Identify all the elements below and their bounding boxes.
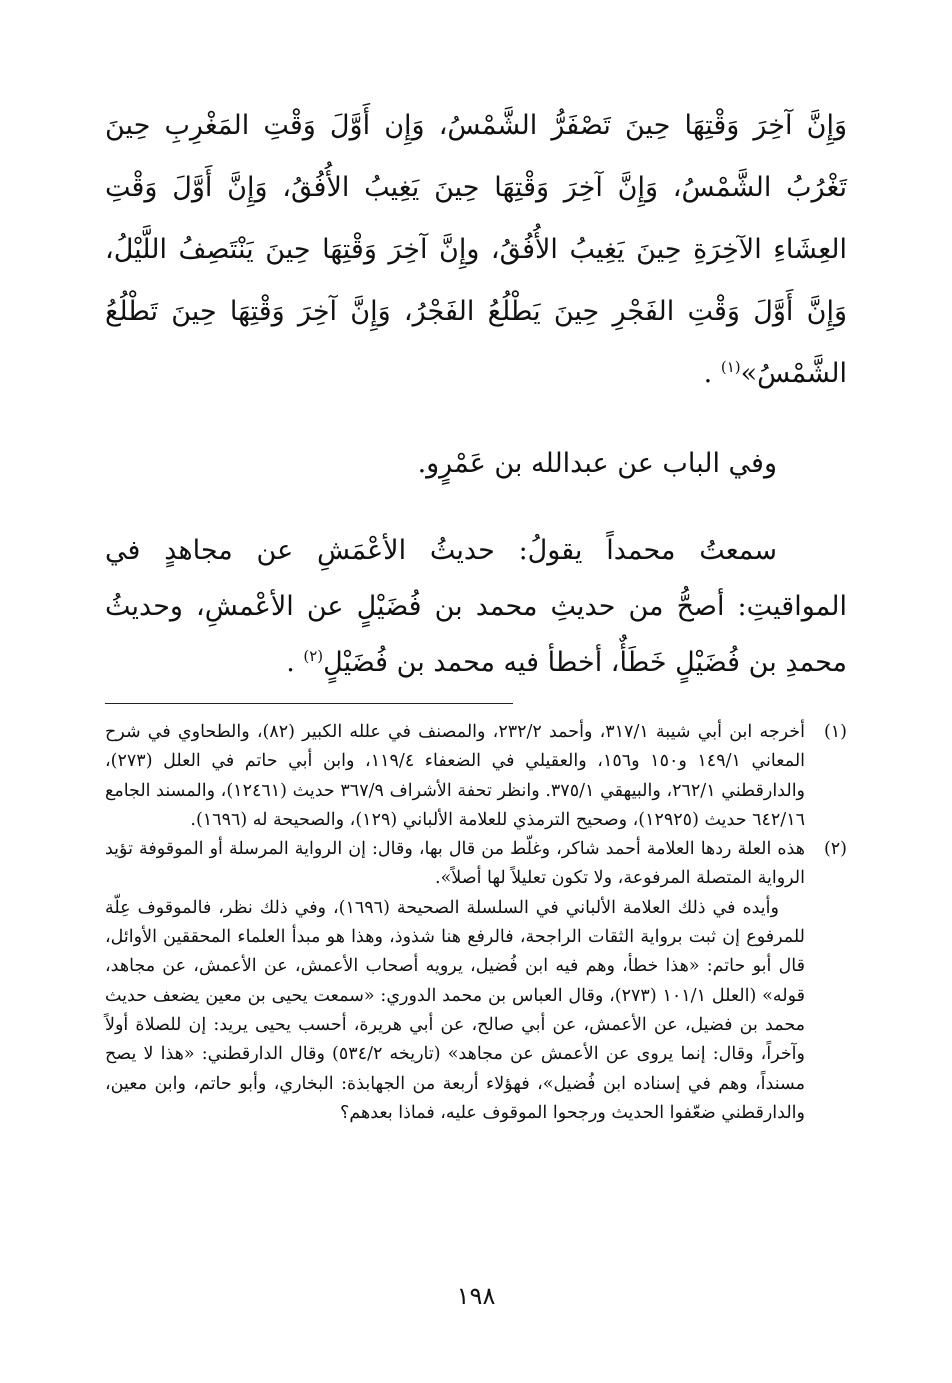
footnote-number: (١) — [823, 722, 847, 742]
comment-end: . — [286, 647, 304, 678]
page-number: ١٩٨ — [456, 1282, 496, 1310]
bab-paragraph: وفي الباب عن عبدالله بن عَمْرٍو. — [417, 448, 777, 479]
footnote-marker-1[interactable]: (١) — [720, 358, 741, 376]
footnote-paragraph: هذه العلة ردها العلامة أحمد شاكر، وغلّط من قال بها، وقال: إن الرواية المرسلة أو الموقوفة تؤيد الرواية المتصلة المرفوعة، ولا تكون تعليلاً لها أصلاً». — [105, 839, 805, 889]
footnote-1 — [105, 718, 847, 835]
hadith-paragraph — [105, 95, 847, 405]
hadith-end: . — [703, 358, 721, 389]
footnote-body — [105, 894, 805, 1128]
footnote-marker-2[interactable]: (٢) — [303, 647, 324, 665]
page-content — [105, 95, 847, 1128]
comment-text: سمعتُ محمداً يقولُ: حديثُ الأعْمَشِ عن مجاهدٍ في المواقيتِ: أصحُّ من حديثِ محمد بن فُضَيْلٍ عن الأعْمشِ، وحديثُ محمدِ بن فُضَيْلٍ خَطَأٌ، أخطأ فيه محمد بن فُضَيْلٍ — [105, 535, 847, 678]
footnote-2 — [105, 835, 847, 894]
footnote-body — [105, 718, 805, 835]
comment-paragraph — [105, 523, 847, 691]
footnote-2-continuation — [105, 894, 847, 1128]
hadith-text: وَإِنَّ آخِرَ وَقْتِهَا حِينَ تَصْفَرُّ الشَّمْسُ، وَإِن أَوَّلَ وَقْتِ المَغْرِبِ حِينَ تَغْرُبُ الشَّمْسُ، وَإِنَّ آخِرَ وَقْتِهَا حِينَ يَغِيبُ الأُفُقُ، وَإِنَّ أَوَّلَ وَقْتِ العِشَاءِ الآخِرَةِ حِينَ يَغِيبُ الأُفُقُ، وإِنَّ آخِرَ وَقْتِهَا حِينَ يَنْتَصِفُ اللَّيْلُ، وَإِنَّ أَوَّلَ وَقْتِ الفَجْرِ حِينَ يَطْلُعُ الفَجْرُ، وَإِنَّ آخِرَ وَقْتِهَا حِينَ تَطْلُعُ الشَّمْسُ» — [105, 110, 847, 389]
footnote-separator — [105, 703, 513, 704]
footnote-number: (٢) — [823, 839, 847, 860]
footnote-paragraph: أخرجه ابن أبي شيبة ٣١٧/١، وأحمد ٢٣٢/٢، والمصنف في علله الكبير (٨٢)، والطحاوي في شرح المعاني ١٤٩/١ و١٥٠ و١٥٦، والعقيلي في الضعفاء ١١٩/٤، وابن أبي حاتم في العلل (٢٧٣)، والدارقطني ٢٦٢/١، والبيهقي ٣٧٥/١. وانظر تحفة الأشراف ٣٦٧/٩ حديث (١٢٤٦١)، والمسند الجامع ٦٤٢/١٦ حديث (١٢٩٢٥)، وصحيح الترمذي للعلامة الألباني (١٢٩)، والصحيحة له (١٦٩٦). — [105, 722, 806, 830]
footnote-body — [105, 835, 805, 894]
footnote-paragraph: وأيده في ذلك العلامة الألباني في السلسلة الصحيحة (١٦٩٦)، وفي ذلك نظر، فالموقوف عِلّة للمرفوع إن ثبت برواية الثقات الراجحة، فالرفع هنا شذوذ، وهذا هو مبدأ العلماء المحققين الأوائل، قال أبو حاتم: «هذا خطأ، وهم فيه ابن فُضيل، يرويه أصحاب الأعمش، عن الأعمش، عن مجاهد، قوله» (العلل ١٠١/١ (٢٧٣)، وقال العباس بن محمد الدوري: «سمعت يحيى بن معين يضعف حديث محمد بن فضيل، عن الأعمش، عن أبي صالح، عن أبي هريرة، أحسب يحيى يريد: إن للصلاة أولاً وآخراً، وقال: إنما يروى عن الأعمش عن مجاهد» (تاريخه ٥٣٤/٢) وقال الدارقطني: «هذا لا يصح مسنداً، وهم في إسناده ابن فُضيل»، فهؤلاء أربعة من الجهابذة: البخاري، وأبو حاتم، وابن معين، والدارقطني ضعّفوا الحديث ورجحوا الموقوف عليه، فماذا بعدهم؟ — [105, 897, 805, 1123]
footnotes — [105, 718, 847, 1128]
